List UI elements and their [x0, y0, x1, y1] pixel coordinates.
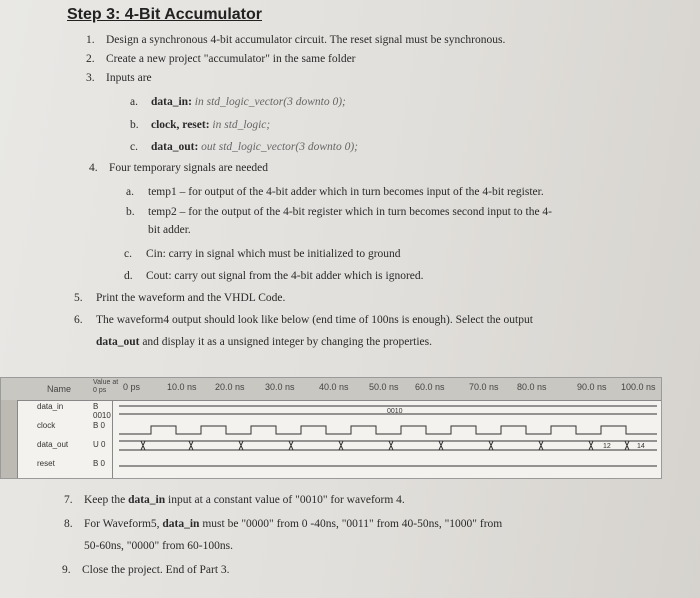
sub-letter: d.: [124, 270, 133, 282]
temp-text: temp2 – for the output of the 4-bit register which in turn becomes second input to the 4-: [148, 206, 553, 218]
temp-text: temp1 – for output of the 4-bit adder which in turn becomes input of the 4-bit register.: [148, 186, 544, 198]
data-in-label: data_in: [162, 518, 200, 530]
time-tick: 20.0 ns: [215, 382, 245, 392]
input-label: data_out:: [151, 141, 199, 153]
time-tick: 10.0 ns: [167, 382, 197, 392]
signal-value: U 0: [93, 440, 106, 449]
data-in-bus-label: 0010: [387, 408, 403, 415]
time-tick: 40.0 ns: [319, 382, 349, 392]
temp-text: Cout: carry out signal from the 4-bit adder which is ignored.: [146, 270, 424, 282]
text-part: For Waveform5,: [84, 518, 163, 530]
text-part: must be "0000" from 0 -40ns, "0011" from 40-50ns, "1000" from: [199, 518, 503, 530]
time-tick: 70.0 ns: [469, 382, 499, 392]
signal-name[interactable]: data_in: [37, 402, 64, 411]
item-text-cont: [96, 336, 432, 348]
signal-name[interactable]: data_out: [37, 440, 69, 449]
time-tick: 90.0 ns: [577, 382, 607, 392]
sub-letter: a.: [126, 186, 134, 198]
item-text: Close the project. End of Part 3.: [82, 564, 230, 576]
item-text: [84, 494, 405, 506]
time-tick: 50.0 ns: [369, 382, 399, 392]
time-tick: 100.0 ns: [621, 382, 656, 392]
item-text: Create a new project "accumulator" in the same folder: [106, 53, 356, 65]
item-text-cont: 50-60ns, "0000" from 60-100ns.: [84, 540, 233, 552]
value-column-header: Value at 0 ps: [93, 379, 119, 394]
input-label: data_in:: [151, 96, 192, 108]
signal-value: B 0010: [93, 402, 111, 420]
signal-name[interactable]: clock: [37, 421, 56, 430]
item-text: Inputs are: [106, 72, 152, 84]
item-number: 9.: [62, 564, 71, 576]
item-number: 2.: [86, 53, 95, 65]
input-type: in std_logic_vector(3 downto 0);: [194, 96, 346, 108]
data-out-value-12: 12: [603, 443, 611, 450]
sub-letter: c.: [130, 141, 138, 153]
input-spec: [151, 96, 346, 108]
item-number: 7.: [64, 494, 73, 506]
sub-letter: a.: [130, 96, 138, 108]
input-type: out std_logic_vector(3 downto 0);: [201, 141, 358, 153]
item-text: Design a synchronous 4-bit accumulator circuit. The reset signal must be synchronous.: [106, 34, 506, 46]
data-out-value-14: 14: [637, 443, 645, 450]
input-label: clock, reset:: [151, 119, 210, 131]
item-text: Print the waveform and the VHDL Code.: [96, 292, 286, 304]
time-tick: 30.0 ns: [265, 382, 295, 392]
signal-name[interactable]: reset: [37, 459, 55, 468]
data-out-transitions: [141, 441, 629, 450]
sub-letter: c.: [124, 248, 132, 260]
item-number: 5.: [74, 292, 83, 304]
item-number: 4.: [89, 162, 98, 174]
sub-letter: b.: [130, 119, 139, 131]
input-spec: [151, 141, 358, 153]
name-column-header: Name: [47, 384, 72, 394]
data-out-label: data_out: [96, 336, 140, 348]
waveform-viewer: [0, 377, 662, 479]
sub-letter: b.: [126, 206, 135, 218]
item-number: 6.: [74, 314, 83, 326]
item-number: 3.: [86, 72, 95, 84]
text-part: input at a constant value of "0010" for waveform 4.: [165, 494, 405, 506]
item-number: 1.: [86, 34, 95, 46]
item-text: [84, 518, 502, 530]
temp-text-cont: bit adder.: [148, 224, 191, 236]
data-in-label: data_in: [128, 494, 166, 506]
signal-value: B 0: [93, 459, 106, 468]
item-text-rest: and display it as a unsigned integer by changing the properties.: [139, 336, 432, 348]
clock-trace: [119, 426, 657, 434]
text-part: Keep the: [84, 494, 129, 506]
time-tick: 60.0 ns: [415, 382, 445, 392]
item-text: Four temporary signals are needed: [109, 162, 269, 174]
time-tick: 80.0 ns: [517, 382, 547, 392]
signal-value: B 0: [93, 421, 106, 430]
input-type: in std_logic;: [212, 119, 271, 131]
page-title: Step 3: 4-Bit Accumulator: [67, 6, 262, 23]
item-text: The waveform4 output should look like below (end time of 100ns is enough). Select the output: [96, 314, 533, 326]
item-number: 8.: [64, 518, 73, 530]
waveform-traces: [1, 378, 661, 478]
temp-text: Cin: carry in signal which must be initialized to ground: [146, 248, 401, 260]
input-spec: [151, 119, 270, 131]
time-tick: 0 ps: [123, 382, 141, 392]
